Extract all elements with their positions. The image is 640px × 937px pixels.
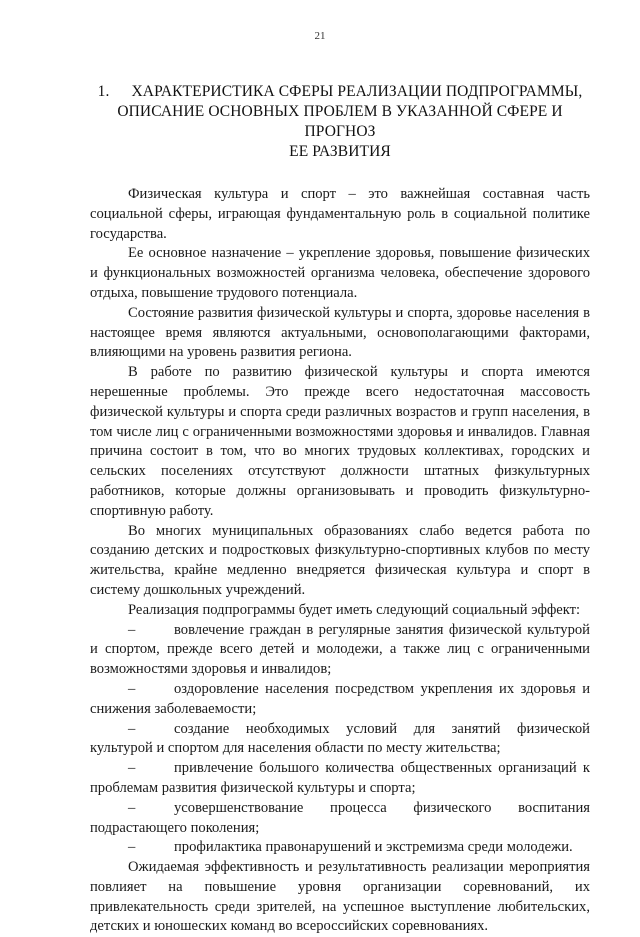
paragraph: В работе по развитию физической культуры и спорта имеются нерешенные проблемы. Это прежде всего недостаточная массовость физической культуры и спорта среди различных возрастов и групп населения, в том числе лиц с ограниченными возможностями здоровья и инвалидов. Главная причина состоит в том, что во многих трудовых коллективах, городских и сельских поселениях отсутствуют должности штатных физкультурных работников, которые должны организовывать и проводить физкультурно-спортивную работу.: [90, 364, 590, 519]
closing-paragraph: Ожидаемая эффективность и результативность реализации мероприятия повлияет на повышение уровня организации соревнований, их привлекательность среди зрителей, на успешное выступление любительских, детских и юношеских команд во всероссийских соревнованиях.: [90, 859, 590, 935]
effect-text: усовершенствование процесса физического воспитания подрастающего поколения;: [90, 799, 590, 836]
dash-mark: –: [128, 621, 136, 638]
heading-line-1: [90, 82, 590, 102]
effect-item: [90, 621, 590, 680]
section-number: 1.: [97, 83, 110, 100]
heading-line-2: ОПИСАНИЕ ОСНОВНЫХ ПРОБЛЕМ В УКАЗАННОЙ СФЕРЕ И ПРОГНОЗ: [117, 103, 563, 140]
paragraph: Ее основное назначение – укрепление здоровья, повышение физических и функциональных возможностей организма человека, обеспечение здорового отдыха, повышение трудового потенциала.: [90, 245, 590, 301]
effect-item: [90, 759, 590, 799]
dash-mark: –: [128, 720, 136, 737]
paragraph: Состояние развития физической культуры и спорта, здоровье населения в настоящее время являются актуальными, основополагающими факторами, влияющими на уровень развития региона.: [90, 304, 590, 361]
effect-text: профилактика правонарушений и экстремизма среди молодежи.: [174, 839, 573, 856]
page-number: 21: [314, 30, 326, 42]
paragraph: Физическая культура и спорт – это важнейшая составная часть социальной сферы, играющая фундаментальную роль в социальной политике государства.: [90, 186, 590, 242]
effect-item: [90, 799, 590, 839]
effect-text: привлечение большого количества общественных организаций к проблемам развития физической культуры и спорта;: [90, 760, 590, 796]
effect-item: [90, 680, 590, 720]
dash-mark: –: [128, 680, 136, 697]
heading-text-1: ХАРАКТЕРИСТИКА СФЕРЫ РЕАЛИЗАЦИИ ПОДПРОГРАММЫ,: [131, 83, 583, 100]
document-body: [90, 185, 590, 937]
dash-mark: –: [128, 839, 136, 856]
effect-item: [90, 720, 590, 760]
paragraph: Реализация подпрограммы будет иметь следующий социальный эффект:: [128, 601, 581, 618]
effect-text: создание необходимых условий для занятий физической культурой и спортом для населения области по месту жительства;: [90, 720, 590, 757]
effect-text: вовлечение граждан в регулярные занятия физической культурой и спортом, прежде всего детей и молодежи, а также лиц с ограниченными возможностями здоровья и инвалидов;: [90, 621, 590, 678]
effect-text: оздоровление населения посредством укрепления их здоровья и снижения заболеваемости;: [90, 680, 590, 717]
heading-line-3: ЕЕ РАЗВИТИЯ: [289, 143, 391, 160]
dash-mark: –: [128, 760, 136, 777]
section-heading: [90, 82, 590, 162]
paragraph: Во многих муниципальных образованиях слабо ведется работа по созданию детских и подростковых физкультурно-спортивных клубов по месту жительства, крайне медленно внедряется физическая культура и спорт в систему дошкольных учреждений.: [90, 522, 590, 598]
effect-item: [90, 838, 590, 858]
dash-mark: –: [128, 799, 136, 816]
